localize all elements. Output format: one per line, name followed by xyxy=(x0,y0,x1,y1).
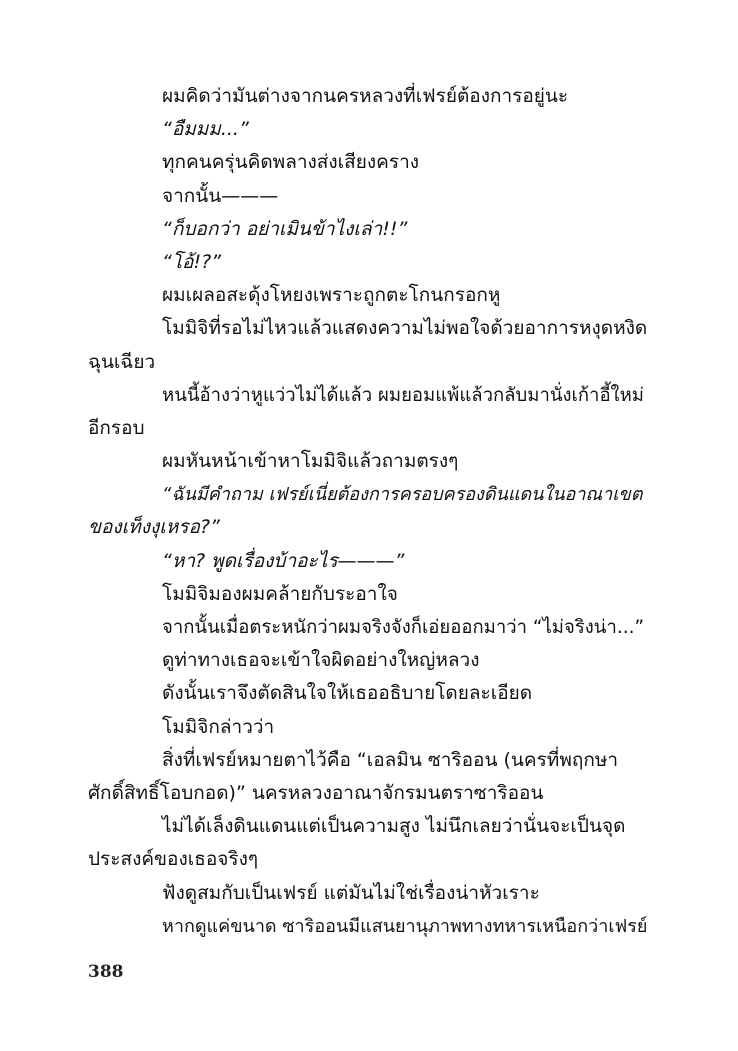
text-line: ศักดิ์สิทธิ์โอบกอด)” นครหลวงอาณาจักรมนตราซาริออน xyxy=(88,781,544,804)
text-line: ผมหันหน้าเข้าหาโมมิจิแล้วถามตรงๆ xyxy=(162,450,459,473)
body-text xyxy=(88,80,650,943)
text-line: “อืมมม...” xyxy=(162,118,249,141)
text-line: ประสงค์ของเธอจริงๆ xyxy=(88,848,259,871)
text-line: ทุกคนครุ่นคิดพลางส่งเสียงคราง xyxy=(162,151,420,174)
text-line: โมมิจิมองผมคล้ายกับระอาใจ xyxy=(162,582,398,605)
text-line: หากดูแค่ขนาด ซาริออนมีแสนยานุภาพทางทหารเหนือกว่าเฟรย์ xyxy=(162,915,648,937)
text-line: ผมเผลอสะดุ้งโหยงเพราะถูกตะโกนกรอกหู xyxy=(162,284,501,307)
text-line: อีกรอบ xyxy=(88,416,145,439)
text-line: “ฉันมีคำถาม เฟรย์เนี่ยต้องการครอบครองดินแดนในอาณาเขต xyxy=(162,484,643,506)
text-line: “โอ้!?” xyxy=(162,250,222,273)
text-line: ของเท็งงุเหรอ?” xyxy=(88,516,220,539)
page-number: 388 xyxy=(88,962,124,982)
text-line: โมมิจิที่รอไม่ไหวแล้วแสดงความไม่พอใจด้วยอาการหงุดหงิด xyxy=(162,317,648,340)
text-line: ไม่ได้เล็งดินแดนแต่เป็นความสูง ไม่นึกเลยว่านั่นจะเป็นจุด xyxy=(162,815,626,838)
text-line: ฉุนเฉียว xyxy=(88,350,156,373)
text-line: โมมิจิกล่าวว่า xyxy=(162,715,275,738)
text-line: ดูท่าทางเธอจะเข้าใจผิดอย่างใหญ่หลวง xyxy=(162,649,480,672)
text-line: ผมคิดว่ามันต่างจากนครหลวงที่เฟรย์ต้องการอยู่นะ xyxy=(162,85,569,107)
text-line: หนนี้อ้างว่าหูแว่วไม่ได้แล้ว ผมยอมแพ้แล้วกลับมานั่งเก้าอี้ใหม่ xyxy=(162,384,644,406)
text-line: “ก็บอกว่า อย่าเมินข้าไงเล่า!!” xyxy=(162,217,408,240)
text-line: “หา? พูดเรื่องบ้าอะไร———” xyxy=(162,549,405,572)
text-line: จากนั้นเมื่อตระหนักว่าผมจริงจังก็เอ่ยออกมาว่า “ไม่จริงน่า...” xyxy=(162,617,645,638)
text-line: ฟังดูสมกับเป็นเฟรย์ แต่มันไม่ใช่เรื่องน่าหัวเราะ xyxy=(162,881,540,904)
text-line: จากนั้น——— xyxy=(162,184,279,207)
text-line: สิ่งที่เฟรย์หมายตาไว้คือ “เอลมิน ซาริออน (นครที่พฤกษา xyxy=(162,748,619,771)
text-line: ดังนั้นเราจึงตัดสินใจให้เธออธิบายโดยละเอียด xyxy=(162,682,533,705)
